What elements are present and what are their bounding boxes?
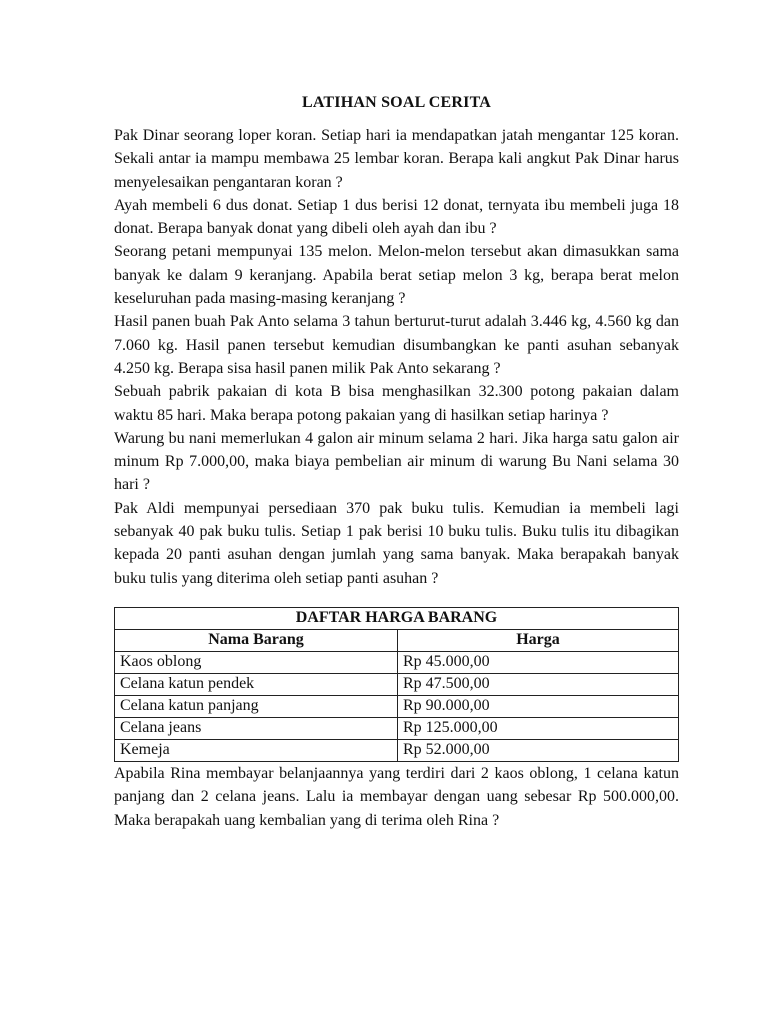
column-header-price: Harga [398,629,679,651]
table-row [115,651,679,673]
item-price-cell: Rp 47.500,00 [398,673,679,695]
problem-paragraph: Pak Dinar seorang loper koran. Setiap hari ia mendapatkan jatah mengantar 125 koran. Sekali antar ia mampu membawa 25 lembar koran. Berapa kali angkut Pak Dinar harus menyelesaikan pengantaran koran ? [114,127,679,191]
table-header-row [115,629,679,651]
item-price-cell: Rp 52.000,00 [398,739,679,761]
price-table [114,607,679,762]
item-name-cell: Celana katun pendek [115,673,398,695]
column-header-name: Nama Barang [115,629,398,651]
item-name-cell: Kaos oblong [115,651,398,673]
problem-list [114,124,679,590]
problem-paragraph: Apabila Rina membayar belanjaannya yang terdiri dari 2 kaos oblong, 1 celana katun panjang dan 2 celana jeans. Lalu ia membayar dengan uang sebesar Rp 500.000,00. Maka berapakah uang kembalian yang di terima oleh Rina ? [114,764,679,829]
item-price-cell: Rp 125.000,00 [398,717,679,739]
document-title: LATIHAN SOAL CERITA [301,94,492,111]
problem-paragraph: Ayah membeli 6 dus donat. Setiap 1 dus berisi 12 donat, ternyata ibu membeli juga 18 donat. Berapa banyak donat yang dibeli oleh ayah dan ibu ? [114,196,679,238]
table-row [115,695,679,717]
item-name-cell: Kemeja [115,739,398,761]
item-name-cell: Celana katun panjang [115,695,398,717]
final-problem-block [114,762,679,832]
table-row [115,739,679,761]
table-row [115,673,679,695]
problem-paragraph: Pak Aldi mempunyai persediaan 370 pak buku tulis. Kemudian ia membeli lagi sebanyak 40 pak buku tulis. Setiap 1 pak berisi 10 buku tulis. Buku tulis itu dibagikan kepada 20 panti asuhan dengan jumlah yang sama banyak. Maka berapakah banyak buku tulis yang diterima oleh setiap panti asuhan ? [114,499,679,587]
document-page [114,92,679,832]
problem-paragraph: Sebuah pabrik pakaian di kota B bisa menghasilkan 32.300 potong pakaian dalam waktu 85 hari. Maka berapa potong pakaian yang di hasilkan setiap harinya ? [114,383,679,424]
item-name-cell: Celana jeans [115,717,398,739]
item-price-cell: Rp 45.000,00 [398,651,679,673]
table-caption: DAFTAR HARGA BARANG [115,607,679,629]
table-caption-row [115,607,679,629]
table-row [115,717,679,739]
problem-paragraph: Hasil panen buah Pak Anto selama 3 tahun berturut-turut adalah 3.446 kg, 4.560 kg dan 7.060 kg. Hasil panen tersebut kemudian disumbangkan ke panti asuhan sebanyak 4.250 kg. Berapa sisa hasil panen milik Pak Anto sekarang ? [114,313,679,377]
item-price-cell: Rp 90.000,00 [398,695,679,717]
problem-paragraph: Warung bu nani memerlukan 4 galon air minum selama 2 hari. Jika harga satu galon air minum Rp 7.000,00, maka biaya pembelian air minum di warung Bu Nani selama 30 hari ? [114,429,679,494]
problem-paragraph: Seorang petani mempunyai 135 melon. Melon-melon tersebut akan dimasukkan sama banyak ke dalam 9 keranjang. Apabila berat setiap melon 3 kg, berapa berat melon keseluruhan pada masing-masing keranjang ? [114,243,679,308]
